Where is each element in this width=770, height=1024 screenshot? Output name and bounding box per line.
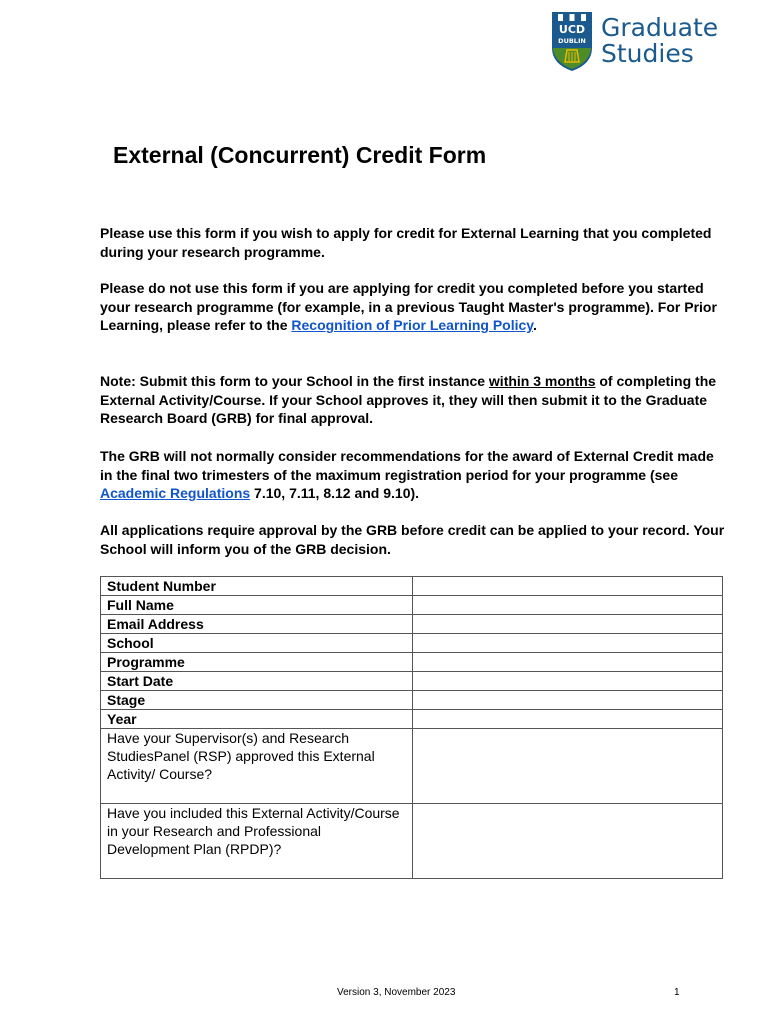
prior-learning-end: . (533, 317, 537, 333)
form-value-cell (413, 615, 723, 634)
note-text-end: of completing the External Activity/Course. If your School approves it, they will then submit it to the Graduate Research Board (GRB) for final approval. (100, 373, 717, 426)
question-answer-cell (413, 804, 723, 879)
question-answer-input[interactable] (413, 729, 722, 799)
form-label: Year (101, 710, 413, 729)
question-answer-cell (413, 729, 723, 804)
form-value-cell (413, 596, 723, 615)
student-details-table (100, 576, 723, 879)
form-row-start-date (101, 672, 723, 691)
form-row-school (101, 634, 723, 653)
form-label: Stage (101, 691, 413, 710)
page-title: External (Concurrent) Credit Form (113, 142, 487, 168)
form-row-programme (101, 653, 723, 672)
academic-regulations-link[interactable]: Academic Regulations (100, 485, 251, 501)
grb-paragraph (100, 447, 730, 503)
form-label: Full Name (101, 596, 413, 615)
question-label: Have your Supervisor(s) and Research StudiesPanel (RSP) approved this External Activity/ Course? (101, 729, 413, 804)
year-input[interactable] (413, 711, 722, 727)
student-number-input[interactable] (413, 578, 722, 594)
form-label: Email Address (101, 615, 413, 634)
form-value-cell (413, 672, 723, 691)
form-value-cell (413, 577, 723, 596)
form-row-year (101, 710, 723, 729)
form-value-cell (413, 634, 723, 653)
question-row (101, 729, 723, 804)
programme-input[interactable] (413, 654, 722, 670)
note-paragraph (100, 372, 730, 428)
crest-text-top: UCD (558, 23, 586, 36)
form-row-email-address (101, 615, 723, 634)
form-value-cell (413, 653, 723, 672)
note-text: Note: Submit this form to your School in the first instance (100, 373, 489, 389)
question-answer-input[interactable] (413, 804, 722, 874)
form-label: Programme (101, 653, 413, 672)
grb-text-end: 7.10, 7.11, 8.12 and 9.10). (250, 485, 420, 501)
logo-text-studies: Studies (601, 39, 694, 68)
form-row-full-name (101, 596, 723, 615)
full-name-input[interactable] (413, 597, 722, 613)
crest-text-bottom: DUBLIN (558, 37, 586, 45)
deadline-emphasis: within 3 months (488, 373, 596, 389)
prior-learning-text: Please do not use this form if you are applying for credit you completed before you started your research programme (for example, in a previous Taught Master's programme). For Prior Learning, please refer to the (100, 280, 717, 333)
stage-input[interactable] (413, 692, 722, 708)
form-label: Start Date (101, 672, 413, 691)
form-row-stage (101, 691, 723, 710)
grb-text: The GRB will not normally consider recommendations for the award of External Credit made in the final two trimesters of the maximum registration period for your programme (see (100, 448, 714, 483)
ucd-crest-icon (550, 10, 594, 72)
question-row (101, 804, 723, 879)
email-address-input[interactable] (413, 616, 722, 632)
form-value-cell (413, 691, 723, 710)
footer-version: Version 3, November 2023 (337, 987, 456, 998)
logo-text-graduate: Graduate (601, 13, 719, 42)
form-label: Student Number (101, 577, 413, 596)
form-row-student-number (101, 577, 723, 596)
form-label: School (101, 634, 413, 653)
prior-learning-paragraph (100, 279, 730, 335)
school-input[interactable] (413, 635, 722, 651)
intro-paragraph: Please use this form if you wish to apply for credit for External Learning that you completed during your research programme. (100, 225, 712, 260)
page-number: 1 (674, 987, 680, 998)
question-label: Have you included this External Activity/Course in your Research and Professional Development Plan (RPDP)? (101, 804, 413, 879)
start-date-input[interactable] (413, 673, 722, 689)
form-value-cell (413, 710, 723, 729)
approval-paragraph: All applications require approval by the GRB before credit can be applied to your record. Your School will inform you of the GRB decision. (100, 522, 725, 557)
recognition-prior-learning-link[interactable]: Recognition of Prior Learning Policy (291, 317, 534, 333)
ucd-graduate-studies-logo (550, 10, 719, 72)
